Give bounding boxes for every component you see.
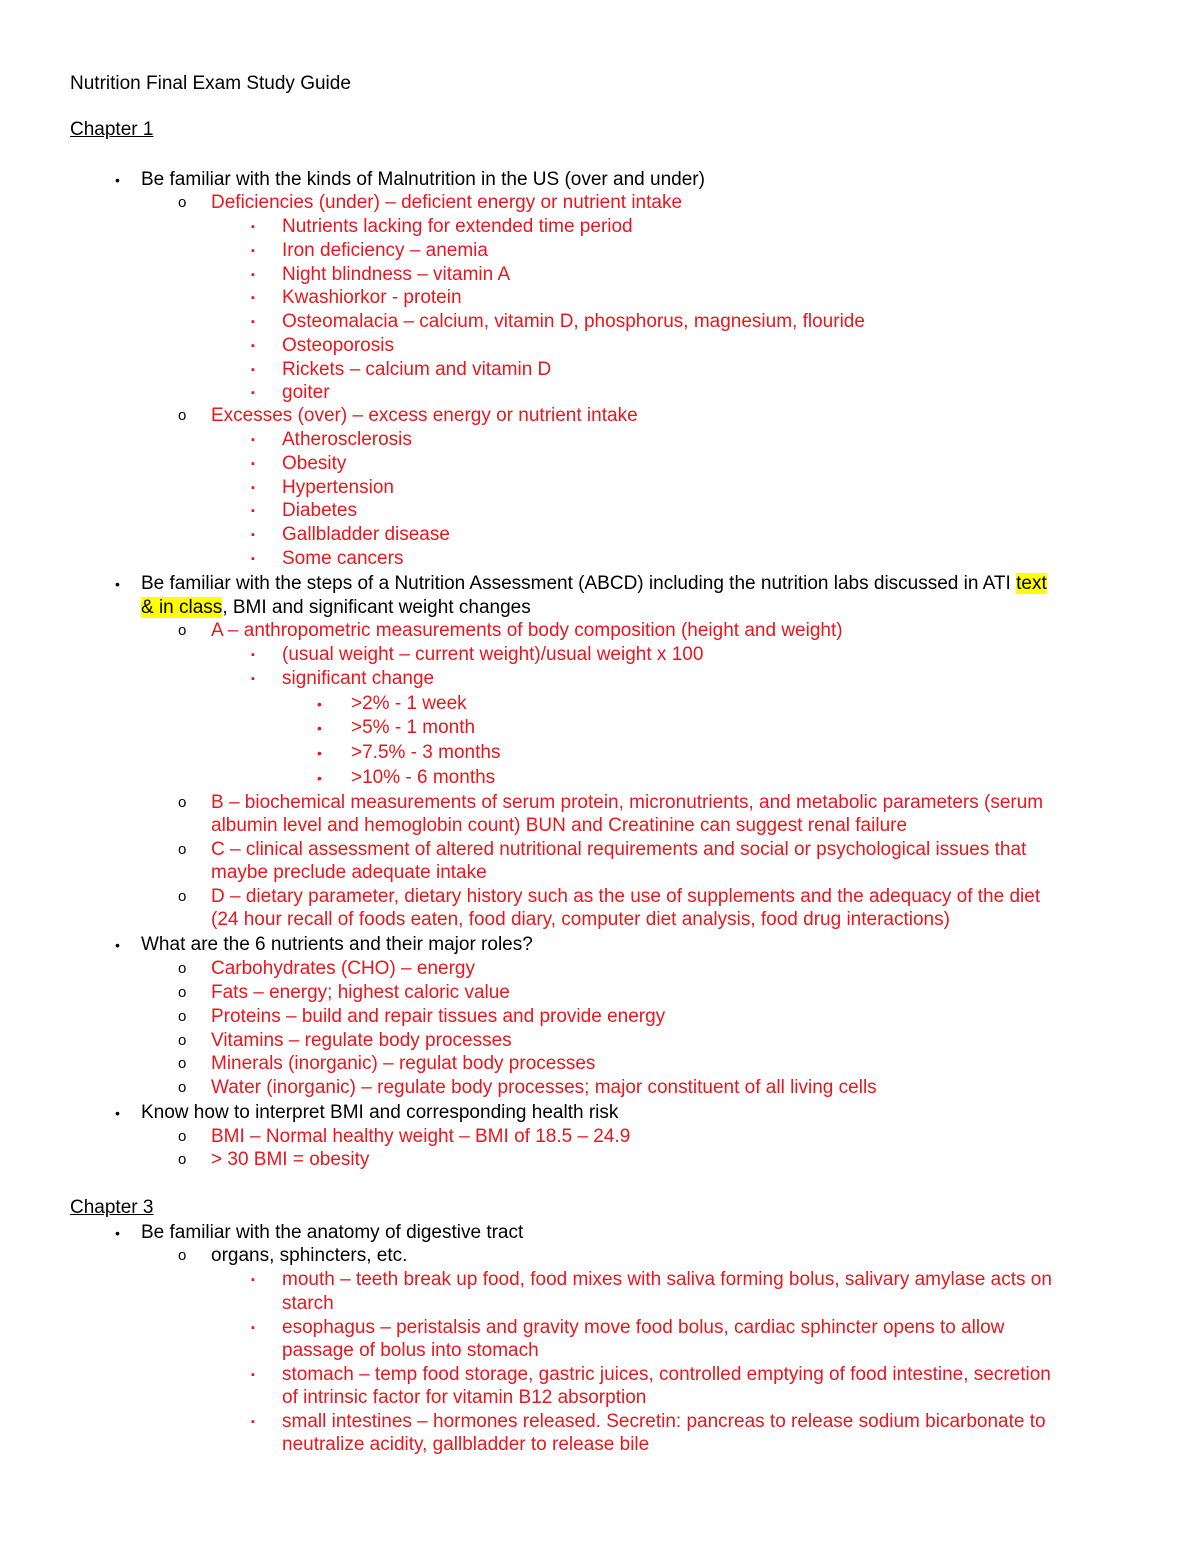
bullet: •	[317, 770, 322, 786]
bullet: ▪	[251, 387, 255, 399]
organs-subheading: organs, sphincters, etc.	[211, 1245, 408, 1266]
organ-mouth: mouth – teeth break up food, food mixes with saliva forming bolus, salivary amylase acts on	[282, 1269, 1052, 1290]
bullet: o	[178, 1032, 187, 1049]
list-item: Iron deficiency – anemia	[282, 240, 488, 261]
question-nutrients: What are the 6 nutrients and their major roles?	[141, 934, 533, 955]
list-item: > 30 BMI = obesity	[211, 1149, 370, 1170]
excesses-item: Excesses (over) – excess energy or nutrient intake	[211, 405, 638, 426]
assessment-b: B – biochemical measurements of serum protein, micronutrients, and metabolic parameters (serum	[211, 792, 1044, 813]
question-digestive: Be familiar with the anatomy of digestive tract	[141, 1222, 524, 1243]
list-item: >10% - 6 months	[351, 767, 496, 788]
page-title: Nutrition Final Exam Study Guide	[70, 73, 351, 94]
list-item: Atherosclerosis	[282, 429, 412, 450]
bullet: ▪	[251, 292, 255, 304]
assessment-c: C – clinical assessment of altered nutritional requirements and social or psychological issues that	[211, 839, 1027, 860]
chapter-1-heading: Chapter 1	[70, 119, 154, 140]
bullet: ▪	[251, 1416, 255, 1428]
bullet: ▪	[251, 245, 255, 257]
list-item: Minerals (inorganic) – regulat body processes	[211, 1053, 596, 1074]
list-item: (usual weight – current weight)/usual weight x 100	[282, 644, 704, 665]
list-item: Obesity	[282, 453, 347, 474]
list-item: Fats – energy; highest caloric value	[211, 982, 510, 1003]
organ-stomach-cont: of intrinsic factor for vitamin B12 absorption	[282, 1387, 647, 1408]
list-item: >7.5% - 3 months	[351, 742, 501, 763]
list-item: >5% - 1 month	[351, 717, 476, 738]
bullet: ▪	[251, 482, 255, 494]
highlighted-text: text	[1016, 573, 1047, 594]
bullet: o	[178, 1079, 187, 1096]
list-item: significant change	[282, 668, 435, 689]
bullet: ▪	[251, 1274, 255, 1286]
bullet: •	[317, 720, 322, 736]
bullet: o	[178, 960, 187, 977]
bullet: ▪	[251, 529, 255, 541]
list-item: Night blindness – vitamin A	[282, 264, 511, 285]
bullet: o	[178, 888, 187, 905]
list-item: Water (inorganic) – regulate body processes; major constituent of all living cells	[211, 1077, 877, 1098]
bullet: o	[178, 1008, 187, 1025]
bullet: ▪	[251, 1369, 255, 1381]
organ-stomach: stomach – temp food storage, gastric juices, controlled emptying of food intestine, secretion	[282, 1364, 1051, 1385]
organ-small-intestines: small intestines – hormones released. Secretin: pancreas to release sodium bicarbonate to	[282, 1411, 1046, 1432]
highlighted-text: & in class	[141, 597, 223, 618]
bullet: •	[115, 576, 120, 592]
bullet: ▪	[251, 458, 255, 470]
list-item: Diabetes	[282, 500, 357, 521]
bullet: ▪	[251, 673, 255, 685]
list-item: Nutrients lacking for extended time period	[282, 216, 633, 237]
assessment-b-cont: albumin level and hemoglobin count) BUN and Creatinine can suggest renal failure	[211, 815, 908, 836]
bullet: •	[115, 1105, 120, 1121]
chapter-3-heading: Chapter 3	[70, 1197, 154, 1218]
bullet: •	[115, 937, 120, 953]
bullet: o	[178, 1151, 187, 1168]
question-bmi: Know how to interpret BMI and corresponding health risk	[141, 1102, 619, 1123]
list-item: Vitamins – regulate body processes	[211, 1030, 512, 1051]
list-item: Rickets – calcium and vitamin D	[282, 359, 552, 380]
bullet: o	[178, 407, 187, 424]
bullet: o	[178, 622, 187, 639]
organ-small-intestines-cont: neutralize acidity, gallbladder to release bile	[282, 1434, 650, 1455]
bullet: ▪	[251, 316, 255, 328]
bullet: •	[317, 696, 322, 712]
bullet: o	[178, 841, 187, 858]
list-item: BMI – Normal healthy weight – BMI of 18.5 – 24.9	[211, 1126, 631, 1147]
list-item: Osteoporosis	[282, 335, 394, 356]
organ-mouth-cont: starch	[282, 1293, 334, 1314]
assessment-d: D – dietary parameter, dietary history such as the use of supplements and the adequacy of the diet	[211, 886, 1041, 907]
question-assessment-text: Be familiar with the steps of a Nutrition Assessment (ABCD) including the nutrition labs discussed in ATI	[141, 573, 1017, 594]
deficiencies-item: Deficiencies (under) – deficient energy or nutrient intake	[211, 192, 683, 213]
list-item: goiter	[282, 382, 330, 403]
bullet: ▪	[251, 1322, 255, 1334]
bullet: ▪	[251, 221, 255, 233]
bullet: ▪	[251, 340, 255, 352]
bullet: o	[178, 1247, 187, 1264]
list-item: Osteomalacia – calcium, vitamin D, phosphorus, magnesium, flouride	[282, 311, 865, 332]
bullet: o	[178, 194, 187, 211]
question-assessment	[141, 572, 1047, 596]
list-item: Some cancers	[282, 548, 404, 569]
assessment-a: A – anthropometric measurements of body composition (height and weight)	[211, 620, 843, 641]
bullet: o	[178, 1055, 187, 1072]
bullet: ▪	[251, 649, 255, 661]
bullet: •	[115, 1225, 120, 1241]
list-item: >2% - 1 week	[351, 693, 467, 714]
organ-esophagus-cont: passage of bolus into stomach	[282, 1340, 539, 1361]
bullet: •	[115, 172, 120, 188]
question-malnutrition: Be familiar with the kinds of Malnutrition in the US (over and under)	[141, 169, 705, 190]
bullet: ▪	[251, 505, 255, 517]
list-item: Hypertension	[282, 477, 394, 498]
organ-esophagus: esophagus – peristalsis and gravity move food bolus, cardiac sphincter opens to allow	[282, 1317, 1005, 1338]
bullet: •	[317, 745, 322, 761]
list-item: Kwashiorkor - protein	[282, 287, 462, 308]
list-item: Proteins – build and repair tissues and provide energy	[211, 1006, 666, 1027]
list-item: Gallbladder disease	[282, 524, 450, 545]
bullet: ▪	[251, 364, 255, 376]
assessment-c-cont: maybe preclude adequate intake	[211, 862, 487, 883]
question-assessment-cont	[141, 596, 531, 620]
bullet: ▪	[251, 434, 255, 446]
list-item: Carbohydrates (CHO) – energy	[211, 958, 475, 979]
bullet: o	[178, 794, 187, 811]
assessment-d-cont: (24 hour recall of foods eaten, food diary, computer diet analysis, food drug interactions)	[211, 909, 950, 930]
bullet: o	[178, 984, 187, 1001]
bullet: ▪	[251, 553, 255, 565]
question-assessment-text: , BMI and significant weight changes	[222, 597, 531, 618]
bullet: o	[178, 1128, 187, 1145]
bullet: ▪	[251, 269, 255, 281]
